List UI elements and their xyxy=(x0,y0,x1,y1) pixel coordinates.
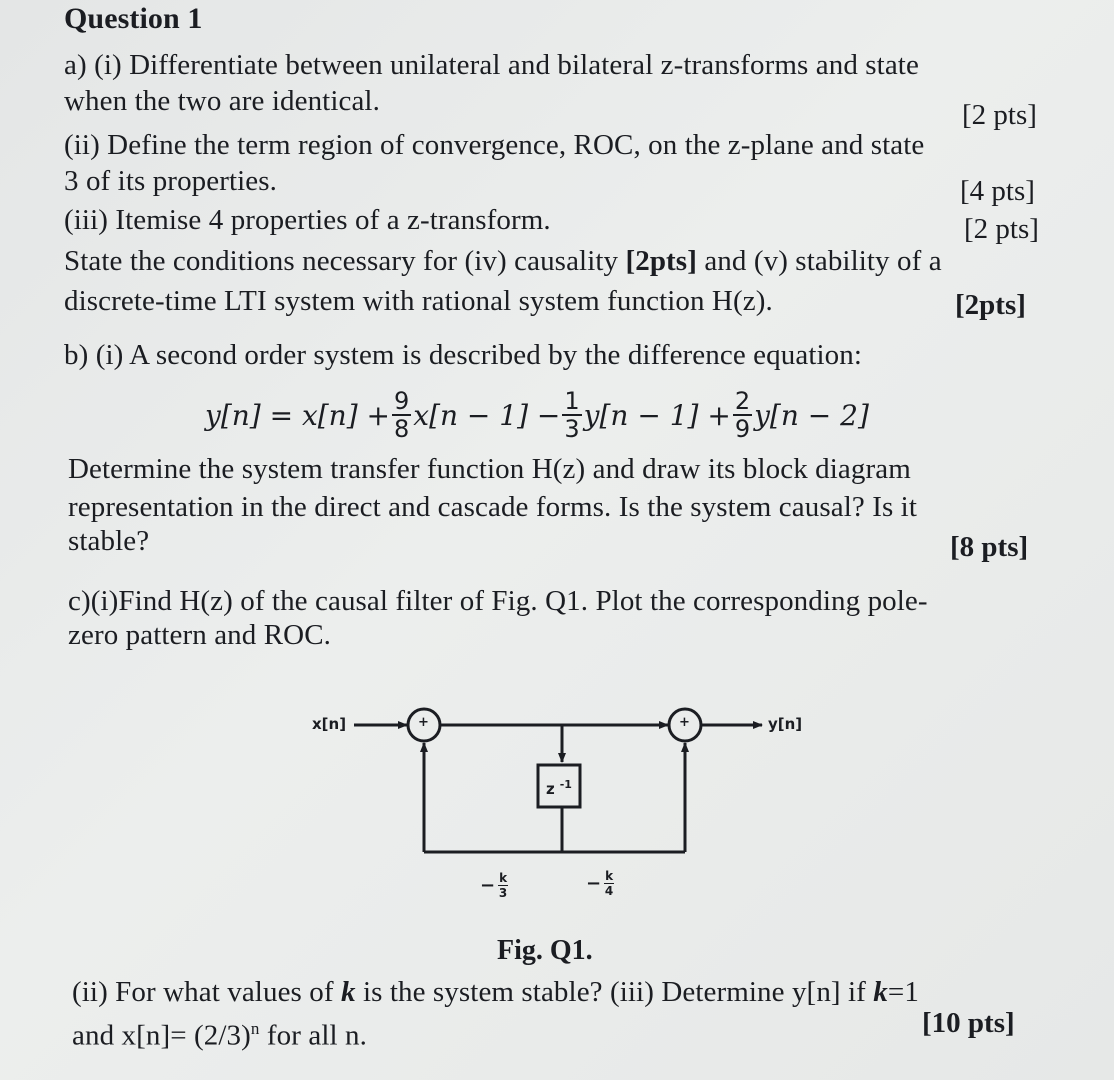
eq-fraction-2-num: 1 xyxy=(564,387,580,415)
part-c-line-1: c)(i)Find H(z) of the causal filter of Fig. Q1. Plot the corresponding pole- xyxy=(68,585,928,617)
gain-right-den: 4 xyxy=(604,884,614,898)
eq-lhs: y[n] = x[n] + xyxy=(205,398,390,432)
part-a-line-3: (ii) Define the term region of convergence, ROC, on the z-plane and state xyxy=(64,129,925,161)
adder-2-plus: + xyxy=(679,715,690,730)
gain-right-sign: − xyxy=(586,873,602,894)
part-b-line-4: stable? xyxy=(68,525,150,557)
eq-fraction-3-den: 9 xyxy=(734,415,751,443)
eq-term-2: y[n − 1] + xyxy=(583,398,731,432)
part-c-line-4-text: and x[n]= (2/3) xyxy=(72,1019,251,1052)
figure-caption: Fig. Q1. xyxy=(497,935,593,966)
part-c-k-symbol-2: k xyxy=(873,976,888,1008)
part-c-line-3-text: (ii) For what values of xyxy=(72,976,341,1008)
difference-equation xyxy=(205,375,869,455)
block-diagram-lines xyxy=(300,690,820,920)
part-a-ii-points: [4 pts] xyxy=(960,175,1035,207)
delay-exponent: -1 xyxy=(559,778,572,791)
part-a-line-2: when the two are identical. xyxy=(64,85,380,117)
block-diagram-fig-q1 xyxy=(300,690,820,920)
part-b-line-2: Determine the system transfer function H(z) and draw its block diagram xyxy=(68,453,911,485)
part-a-line-6 xyxy=(64,244,942,278)
gain-right xyxy=(586,870,614,897)
eq-fraction-3 xyxy=(733,388,752,442)
delay-z: z xyxy=(546,780,555,798)
part-a-line-4: 3 of its properties. xyxy=(64,165,278,197)
eq-fraction-1-den: 8 xyxy=(394,415,410,443)
part-b-line-1: b) (i) A second order system is described by the difference equation: xyxy=(64,339,862,371)
part-c-k-symbol: k xyxy=(340,976,356,1008)
gain-left-sign: − xyxy=(480,875,496,896)
eq-fraction-1-num: 9 xyxy=(394,387,410,415)
part-c-line-3 xyxy=(72,975,919,1009)
part-b-line-3: representation in the direct and cascade forms. Is the system causal? Is it xyxy=(68,491,917,523)
part-c-line-3-mid: is the system stable? (iii) Determine y[n] if xyxy=(355,976,874,1008)
gain-left xyxy=(480,872,508,899)
part-c-points: [10 pts] xyxy=(922,1007,1015,1039)
part-c-line-2: zero pattern and ROC. xyxy=(68,619,332,651)
eq-term-3: y[n − 2] xyxy=(754,398,869,432)
eq-fraction-3-num: 2 xyxy=(734,387,751,415)
eq-fraction-1 xyxy=(392,388,411,442)
part-c-line-4-tail: for all n. xyxy=(259,1019,367,1052)
part-a-iv-points: [2pts] xyxy=(625,245,697,277)
question-title: Question 1 xyxy=(64,2,203,35)
eq-fraction-2-den: 3 xyxy=(564,415,580,443)
part-a-iii-points: [2 pts] xyxy=(964,213,1039,245)
part-a-line-1: a) (i) Differentiate between unilateral and bilateral z-transforms and state xyxy=(64,49,919,81)
gain-left-den: 3 xyxy=(498,886,508,900)
part-c-line-4 xyxy=(72,1012,367,1053)
adder-1-plus: + xyxy=(418,715,429,730)
part-a-line-7: discrete-time LTI system with rational system function H(z). xyxy=(64,285,773,317)
gain-left-num: k xyxy=(499,871,508,885)
part-a-line-5: (iii) Itemise 4 properties of a z-transform. xyxy=(64,204,551,236)
part-b-points: [8 pts] xyxy=(950,531,1029,563)
part-a-i-points: [2 pts] xyxy=(962,99,1037,131)
part-a-v-points: [2pts] xyxy=(955,289,1026,321)
output-label: y[n] xyxy=(768,715,803,733)
part-c-line-3-tail: =1 xyxy=(887,976,919,1008)
part-a-line-6-text: State the conditions necessary for (iv) causality xyxy=(64,245,626,277)
gain-right-num: k xyxy=(605,869,614,883)
delay-label xyxy=(546,778,572,798)
eq-term-1: x[n − 1] − xyxy=(413,398,561,432)
eq-fraction-2 xyxy=(562,388,581,442)
input-label: x[n] xyxy=(312,715,347,733)
part-c-exponent: n xyxy=(250,1019,260,1038)
part-a-line-6-tail: and (v) stability of a xyxy=(696,245,942,277)
